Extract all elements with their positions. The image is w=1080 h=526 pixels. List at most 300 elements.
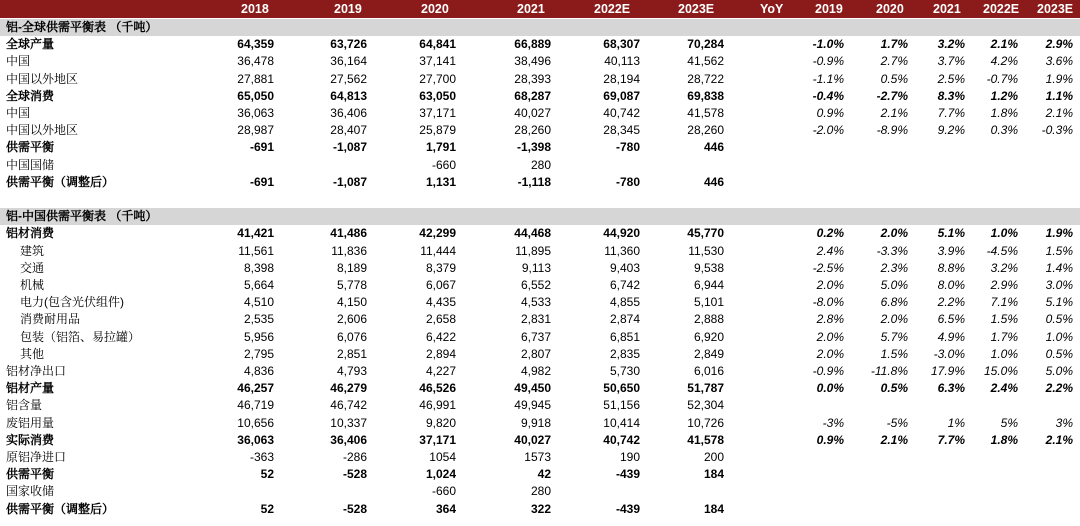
value-cell: 6,737 [520,330,551,344]
value-cell: 364 [435,502,456,516]
yoy-cell: -5% [886,416,908,430]
yoy-cell: 2.9% [990,278,1018,292]
value-cell: 4,510 [243,295,274,309]
table-row [0,157,1080,174]
value-cell: 52 [260,467,274,481]
table-row [0,483,1080,500]
value-cell: 42 [537,467,551,481]
value-cell: -691 [249,140,274,154]
yoy-cell: 1.0% [990,347,1018,361]
value-cell: 36,406 [330,106,367,120]
yoy-cell: 0.5% [880,72,908,86]
yoy-cell: 1.1% [1045,89,1073,103]
table-row [0,329,1080,346]
value-cell: 63,050 [419,89,456,103]
yoy-cell: 3% [1055,416,1073,430]
header-year-2023e: 2023E [678,2,715,16]
value-cell: 52 [260,502,274,516]
value-cell: 44,920 [603,226,640,240]
yoy-cell: 1.7% [880,37,908,51]
table-row [0,432,1080,449]
yoy-cell: 6.5% [937,312,965,326]
value-cell: 5,101 [693,295,724,309]
value-cell: 42,299 [419,226,456,240]
yoy-cell: -0.9% [812,364,844,378]
value-cell: 41,578 [687,106,724,120]
value-cell: 184 [703,467,724,481]
value-cell: 6,920 [693,330,724,344]
value-cell: -363 [249,450,274,464]
header-year-2022e: 2022E [594,2,631,16]
value-cell: 38,496 [514,54,551,68]
value-cell: 5,778 [336,278,367,292]
yoy-cell: 2.9% [1045,37,1073,51]
yoy-cell: 17.9% [930,364,965,378]
value-cell: 8,379 [425,261,456,275]
yoy-cell: 8.0% [937,278,965,292]
value-cell: 9,538 [693,261,724,275]
table-row [0,174,1080,191]
table-row [0,415,1080,432]
yoy-cell: 1.5% [1045,244,1073,258]
yoy-cell: 2.0% [816,330,844,344]
yoy-cell: 2.8% [816,312,844,326]
value-cell: 446 [703,140,724,154]
yoy-cell: -1.1% [812,72,844,86]
value-cell: 9,820 [425,416,456,430]
value-cell: -780 [615,175,640,189]
value-cell: 2,888 [693,312,724,326]
row-label: 中国国储 [6,158,55,172]
value-cell: 2,849 [693,347,724,361]
yoy-cell: 2.0% [880,226,908,240]
value-cell: 28,260 [687,123,724,137]
value-cell: 69,838 [687,89,724,103]
table-row [0,243,1080,260]
table-row [0,88,1080,105]
value-cell: 4,836 [243,364,274,378]
yoy-cell: 5.7% [880,330,908,344]
value-cell: 28,194 [603,72,640,86]
row-label: 中国 [6,54,31,68]
yoy-cell: 2.4% [816,244,844,258]
header-year-2020: 2020 [421,2,449,16]
row-label: 实际消费 [6,433,55,447]
yoy-cell: 1.0% [1045,330,1073,344]
table-header [0,0,1080,18]
yoy-cell: 0.5% [1045,312,1073,326]
row-label: 交通 [20,261,45,275]
value-cell: 11,530 [688,244,724,258]
value-cell: 25,879 [419,123,456,137]
value-cell: 11,561 [238,244,274,258]
value-cell: 10,726 [687,416,724,430]
value-cell: 28,407 [330,123,367,137]
value-cell: -660 [431,158,456,172]
table-row [0,225,1080,242]
header-yoy-2019: 2019 [815,2,843,16]
value-cell: 2,795 [243,347,274,361]
yoy-cell: 0.0% [816,381,844,395]
value-cell: 5,956 [243,330,274,344]
yoy-cell: 3.2% [990,261,1018,275]
value-cell: 6,552 [520,278,551,292]
yoy-cell: 2.1% [880,433,908,447]
value-cell: 70,284 [687,37,724,51]
table-row [0,53,1080,70]
value-cell: -1,087 [332,140,367,154]
yoy-cell: 2.3% [880,261,908,275]
yoy-cell: 2.0% [880,312,908,326]
yoy-cell: 15.0% [983,364,1018,378]
yoy-cell: -3% [822,416,844,430]
row-label: 供需平衡 [6,140,55,154]
yoy-cell: 5% [1000,416,1018,430]
yoy-cell: 3.6% [1045,54,1073,68]
yoy-cell: -3.3% [876,244,908,258]
header-yoy-2021: 2021 [933,2,961,16]
row-label: 铝材产量 [6,381,55,395]
value-cell: 8,189 [336,261,367,275]
value-cell: 11,836 [331,244,367,258]
header-year-2021: 2021 [517,2,545,16]
row-label: 供需平衡（调整后） [6,175,115,189]
yoy-cell: 0.5% [1045,347,1073,361]
yoy-cell: -3.0% [933,347,965,361]
value-cell: 37,171 [419,433,456,447]
value-cell: 11,444 [420,244,456,258]
section-header-row [0,208,1080,225]
value-cell: -439 [615,467,640,481]
value-cell: 66,889 [514,37,551,51]
yoy-cell: 0.3% [990,123,1018,137]
value-cell: 27,881 [237,72,274,86]
table-row [0,277,1080,294]
yoy-cell: 3.9% [937,244,965,258]
yoy-cell: -11.8% [870,364,908,378]
value-cell: 11,895 [515,244,551,258]
value-cell: 9,918 [520,416,551,430]
value-cell: 40,742 [603,106,640,120]
row-label: 消费耐用品 [20,312,81,326]
yoy-cell: 2.0% [816,347,844,361]
value-cell: 6,076 [336,330,367,344]
value-cell: 6,422 [425,330,456,344]
value-cell: -286 [342,450,367,464]
row-label: 供需平衡 [6,467,55,481]
value-cell: 10,656 [237,416,274,430]
table-row [0,449,1080,466]
value-cell: 28,260 [514,123,551,137]
yoy-cell: 9.2% [937,123,965,137]
header-yoy-2020: 2020 [876,2,904,16]
yoy-cell: -2.5% [812,261,844,275]
value-cell: 64,813 [330,89,367,103]
value-cell: 4,227 [425,364,456,378]
yoy-cell: 0.2% [816,226,844,240]
value-cell: 41,421 [237,226,274,240]
value-cell: 28,345 [603,123,640,137]
value-cell: 200 [703,450,724,464]
value-cell: 2,874 [609,312,640,326]
yoy-cell: 6.8% [880,295,908,309]
value-cell: 6,016 [693,364,724,378]
value-cell: 44,468 [514,226,551,240]
yoy-cell: -8.9% [876,123,908,137]
yoy-cell: 4.2% [990,54,1018,68]
value-cell: 11,360 [604,244,640,258]
value-cell: 6,742 [609,278,640,292]
value-cell: 50,650 [603,381,640,395]
yoy-cell: 1.7% [990,330,1018,344]
value-cell: 322 [530,502,551,516]
value-cell: 51,156 [603,398,640,412]
yoy-cell: -0.4% [812,89,844,103]
yoy-cell: -2.7% [876,89,908,103]
value-cell: 2,835 [609,347,640,361]
value-cell: 49,450 [514,381,551,395]
value-cell: 1,131 [425,175,456,189]
yoy-cell: 1% [947,416,965,430]
value-cell: 1,024 [425,467,456,481]
value-cell: -1,118 [517,175,551,189]
value-cell: 36,063 [237,433,274,447]
value-cell: -528 [342,502,367,516]
value-cell: 49,945 [514,398,551,412]
value-cell: -780 [615,140,640,154]
value-cell: 190 [619,450,640,464]
value-cell: 41,562 [687,54,724,68]
row-label: 废铝用量 [6,416,55,430]
table-row [0,139,1080,156]
value-cell: 36,406 [330,433,367,447]
value-cell: 2,851 [336,347,367,361]
section-title: 铝-中国供需平衡表 （千吨） [6,209,158,223]
yoy-cell: 8.3% [937,89,965,103]
yoy-cell: 1.5% [990,312,1018,326]
value-cell: 9,113 [521,261,551,275]
table-row [0,105,1080,122]
row-label: 包装（铝箔、易拉罐） [20,330,141,344]
yoy-cell: 3.2% [937,37,965,51]
header-year-2018: 2018 [241,2,269,16]
row-label: 铝含量 [6,398,43,412]
table-row [0,380,1080,397]
value-cell: 46,257 [237,381,274,395]
value-cell: -691 [249,175,274,189]
table-row [0,36,1080,53]
value-cell: 46,526 [419,381,456,395]
yoy-cell: 2.2% [937,295,965,309]
value-cell: 63,726 [330,37,367,51]
value-cell: 4,855 [609,295,640,309]
value-cell: 280 [530,484,551,498]
value-cell: 1,791 [425,140,456,154]
table-row [0,122,1080,139]
row-label: 中国 [6,106,31,120]
value-cell: 46,991 [419,398,456,412]
value-cell: 4,793 [336,364,367,378]
yoy-cell: 1.0% [990,226,1018,240]
value-cell: 5,730 [609,364,640,378]
yoy-cell: -2.0% [812,123,844,137]
value-cell: 64,841 [419,37,456,51]
value-cell: 45,770 [687,226,724,240]
value-cell: 5,664 [243,278,274,292]
table-row [0,363,1080,380]
section-header-row [0,19,1080,36]
value-cell: 10,414 [603,416,640,430]
yoy-cell: 7.7% [937,433,965,447]
yoy-cell: 3.7% [937,54,965,68]
value-cell: 4,533 [520,295,551,309]
value-cell: 280 [530,158,551,172]
value-cell: 40,027 [514,106,551,120]
yoy-cell: 8.8% [937,261,965,275]
row-label: 全球消费 [6,89,55,103]
value-cell: 6,067 [425,278,456,292]
yoy-cell: 1.4% [1045,261,1073,275]
value-cell: 40,027 [514,433,551,447]
yoy-cell: 6.3% [937,381,965,395]
value-cell: 2,807 [520,347,551,361]
value-cell: 65,050 [237,89,274,103]
yoy-cell: 2.4% [990,381,1018,395]
value-cell: 36,063 [237,106,274,120]
yoy-cell: 5.0% [1045,364,1073,378]
value-cell: 27,700 [419,72,456,86]
row-label: 国家收储 [6,484,55,498]
value-cell: 37,171 [419,106,456,120]
value-cell: 28,987 [237,123,274,137]
table-row [0,260,1080,277]
value-cell: 184 [703,502,724,516]
yoy-cell: 5.1% [1045,295,1073,309]
value-cell: 41,578 [687,433,724,447]
row-label: 全球产量 [6,37,55,51]
yoy-cell: 1.2% [990,89,1018,103]
yoy-cell: 7.1% [990,295,1018,309]
row-label: 电力(包含光伏组件) [20,295,124,309]
header-yoy-2023e: 2023E [1037,2,1074,16]
value-cell: 28,393 [514,72,551,86]
value-cell: 46,742 [330,398,367,412]
header-yoy-2022e: 2022E [983,2,1020,16]
spacer-row [0,191,1080,208]
yoy-cell: 5.0% [880,278,908,292]
value-cell: 8,398 [243,261,274,275]
value-cell: 36,164 [330,54,367,68]
value-cell: 10,337 [330,416,367,430]
value-cell: 6,944 [693,278,724,292]
value-cell: 52,304 [687,398,724,412]
value-cell: 2,606 [336,312,367,326]
value-cell: -439 [615,502,640,516]
value-cell: 1054 [429,450,456,464]
section-title: 铝-全球供需平衡表 （千吨） [6,20,158,34]
row-label: 机械 [20,278,45,292]
row-label: 中国以外地区 [6,72,79,86]
row-label: 其他 [20,347,45,361]
value-cell: 68,307 [603,37,640,51]
value-cell: -660 [431,484,456,498]
yoy-cell: 2.2% [1045,381,1073,395]
yoy-cell: 4.9% [937,330,965,344]
yoy-cell: -0.9% [812,54,844,68]
yoy-cell: -1.0% [812,37,844,51]
yoy-cell: -8.0% [812,295,844,309]
yoy-cell: -4.5% [986,244,1018,258]
row-label: 中国以外地区 [6,123,79,137]
table-row [0,294,1080,311]
value-cell: 27,562 [330,72,367,86]
value-cell: 1573 [524,450,551,464]
yoy-cell: 3.0% [1045,278,1073,292]
value-cell: 68,287 [514,89,551,103]
value-cell: 2,894 [425,347,456,361]
yoy-cell: 0.5% [880,381,908,395]
yoy-cell: 2.5% [937,72,965,86]
value-cell: 69,087 [603,89,640,103]
value-cell: 64,359 [237,37,274,51]
value-cell: 46,279 [330,381,367,395]
value-cell: -1,087 [332,175,367,189]
value-cell: 6,851 [609,330,640,344]
yoy-cell: 0.9% [816,433,844,447]
value-cell: 4,435 [425,295,456,309]
value-cell: 36,478 [237,54,274,68]
value-cell: 41,486 [330,226,367,240]
table-row [0,311,1080,328]
yoy-cell: 2.1% [990,37,1018,51]
header-year-2019: 2019 [334,2,362,16]
value-cell: 51,787 [687,381,724,395]
value-cell: 2,658 [425,312,456,326]
row-label: 铝材净出口 [6,364,67,378]
value-cell: 9,403 [609,261,640,275]
table-row [0,501,1080,518]
yoy-cell: 2.1% [1045,433,1073,447]
yoy-cell: 1.8% [990,433,1018,447]
table-row [0,71,1080,88]
yoy-cell: 7.7% [937,106,965,120]
value-cell: -1,398 [516,140,551,154]
yoy-cell: 2.1% [880,106,908,120]
yoy-cell: 1.9% [1045,72,1073,86]
yoy-cell: 1.5% [880,347,908,361]
yoy-cell: 1.8% [990,106,1018,120]
value-cell: -528 [342,467,367,481]
yoy-cell: 1.9% [1045,226,1073,240]
table-row [0,466,1080,483]
row-label: 原铝净进口 [6,450,67,464]
yoy-cell: 5.1% [937,226,965,240]
value-cell: 2,535 [243,312,274,326]
table-row [0,397,1080,414]
value-cell: 446 [703,175,724,189]
row-label: 铝材消费 [6,226,55,240]
row-label: 建筑 [20,244,45,258]
yoy-cell: 2.1% [1045,106,1073,120]
value-cell: 4,982 [520,364,551,378]
value-cell: 2,831 [520,312,551,326]
value-cell: 28,722 [687,72,724,86]
value-cell: 37,141 [419,54,456,68]
value-cell: 46,719 [237,398,274,412]
yoy-cell: 0.9% [816,106,844,120]
yoy-cell: 2.7% [880,54,908,68]
value-cell: 4,150 [336,295,367,309]
